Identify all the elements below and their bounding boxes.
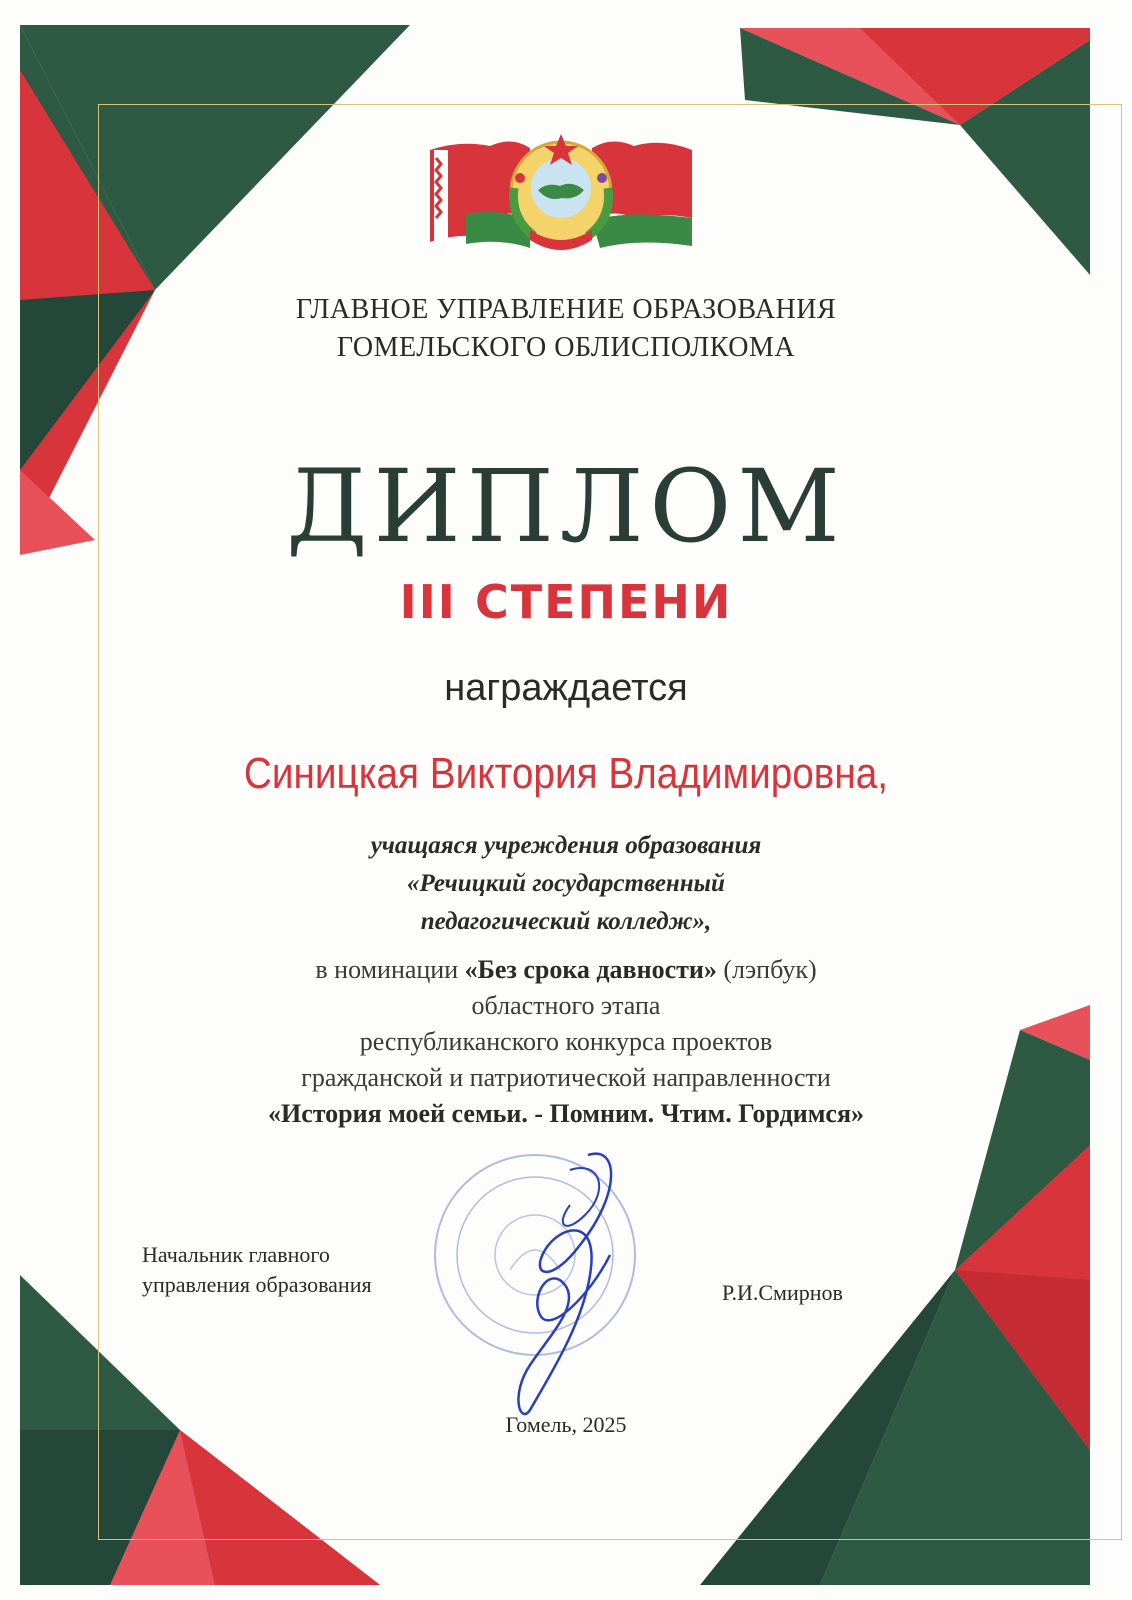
institution-line3: педагогический колледж», xyxy=(420,908,712,935)
nomination-suffix: (лэпбук) xyxy=(716,955,817,984)
org-name-line2: ГОМЕЛЬСКОГО ОБЛИСПОЛКОМА xyxy=(336,332,796,363)
diploma-degree: III СТЕПЕНИ xyxy=(399,575,733,629)
contest-line1: областного этапа xyxy=(471,991,661,1020)
institution-line1: учащаяся учреждения образования xyxy=(370,832,762,859)
diploma-title: ДИПЛОМ xyxy=(286,448,846,565)
contest-title: «История моей семьи. - Помним. Чтим. Гордимся» xyxy=(267,1099,865,1128)
contest-line2: республиканского конкурса проектов xyxy=(359,1027,773,1056)
awarded-text: награждается xyxy=(444,667,688,709)
contest-line4 xyxy=(0,1096,1132,1132)
contest-line3: гражданской и патриотической направленности xyxy=(301,1063,831,1092)
nomination-line xyxy=(0,952,1132,988)
nomination-prefix: в номинации xyxy=(315,955,465,984)
signatory-name: Р.И.Смирнов xyxy=(722,1280,843,1305)
handwritten-signature xyxy=(470,1135,640,1425)
belarus-state-emblem-icon xyxy=(430,128,692,260)
nomination-name: «Без срока давности» xyxy=(464,955,717,984)
signatory-title xyxy=(142,1240,372,1300)
signatory-title-line2: управления образования xyxy=(142,1272,372,1297)
signatory-title-line1: Начальник главного xyxy=(142,1242,330,1267)
place-date: Гомель, 2025 xyxy=(505,1412,627,1437)
recipient-name: Синицкая Виктория Владимировна, xyxy=(243,749,889,798)
institution-line2: «Речицкий государственный xyxy=(407,870,725,897)
org-name-line1: ГЛАВНОЕ УПРАВЛЕНИЕ ОБРАЗОВАНИЯ xyxy=(295,294,837,325)
